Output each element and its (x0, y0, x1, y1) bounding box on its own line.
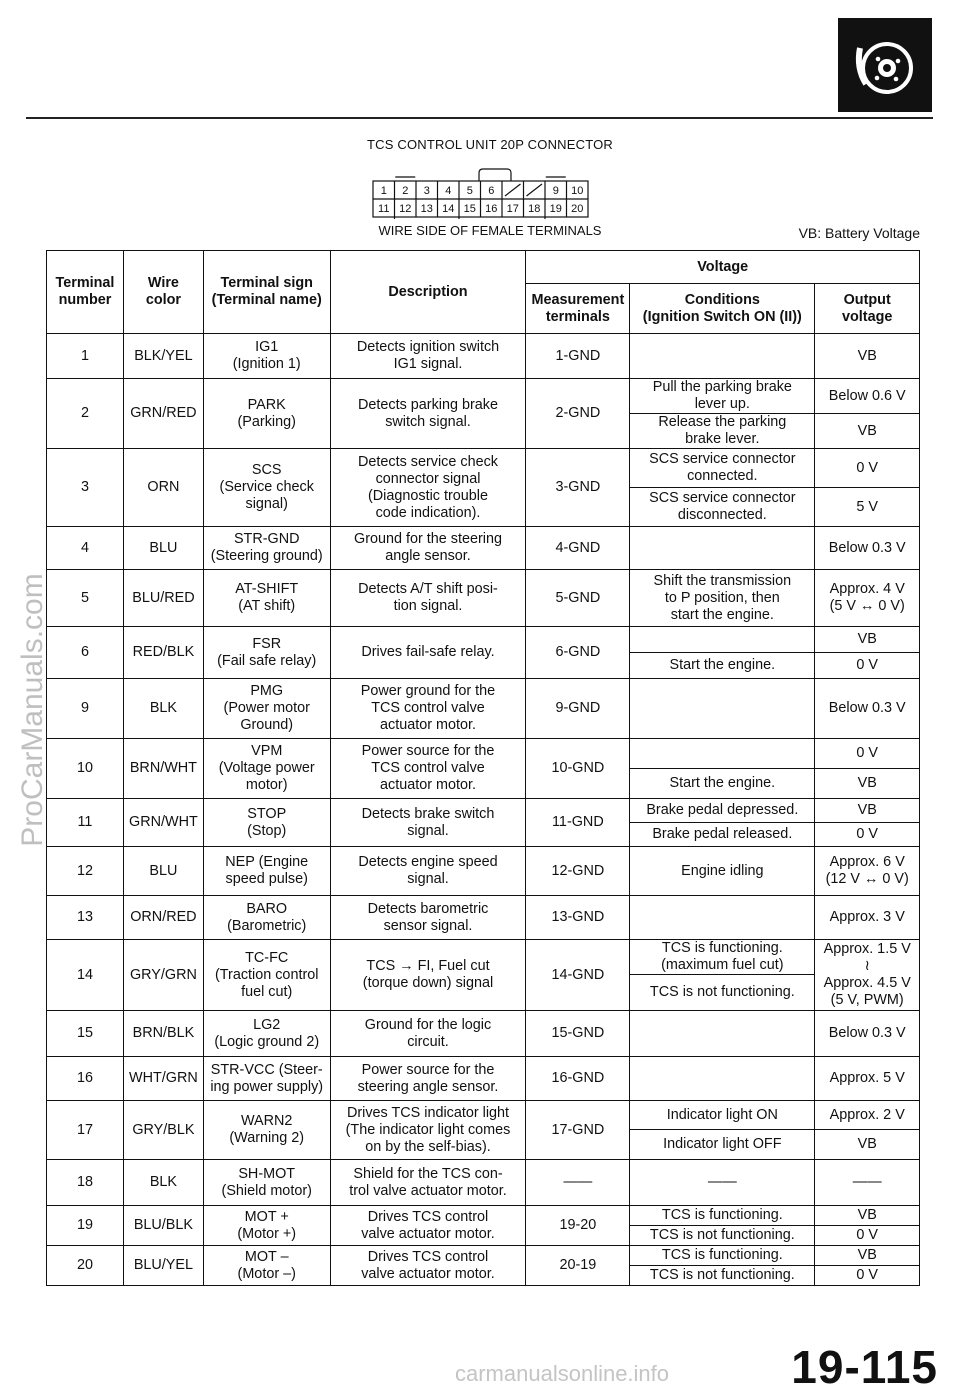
cell-sign: PARK (Parking) (203, 379, 330, 449)
footer-watermark: carmanualsonline.info (455, 1361, 670, 1386)
connector-pin-top: 2 (402, 185, 409, 197)
cell-output: Below 0.3 V (815, 679, 920, 739)
table-row (47, 1160, 920, 1206)
cell-description: Power source for the TCS control valve actuator motor. (330, 739, 526, 799)
cell-sign: SH-MOT (Shield motor) (203, 1160, 330, 1206)
cell-terminal: 13 (47, 896, 124, 940)
cell-wire: GRY/GRN (123, 940, 203, 1011)
cell-condition: Indicator light OFF (630, 1130, 815, 1160)
cell-terminal: 3 (47, 449, 124, 527)
cell-description: Detects ignition switch IG1 signal. (330, 334, 526, 379)
connector-pin-bottom: 14 (442, 203, 455, 215)
cell-terminal: 15 (47, 1011, 124, 1057)
cell-terminal: 14 (47, 940, 124, 1011)
cell-wire: GRY/BLK (123, 1101, 203, 1160)
cell-condition: Start the engine. (630, 769, 815, 799)
cell-output: —— (815, 1160, 920, 1206)
connector-pin-top: 10 (571, 185, 584, 197)
cell-measurement: 20-19 (526, 1246, 630, 1286)
cell-description: Detects barometric sensor signal. (330, 896, 526, 940)
cell-wire: BRN/BLK (123, 1011, 203, 1057)
cell-description: Power ground for the TCS control valve actuator motor. (330, 679, 526, 739)
cell-wire: ORN/RED (123, 896, 203, 940)
table-row (47, 739, 920, 769)
cell-sign: FSR (Fail safe relay) (203, 627, 330, 679)
cell-wire: GRN/RED (123, 379, 203, 449)
cell-condition: Shift the transmission to P position, then start the engine. (630, 570, 815, 627)
cell-condition: SCS service connector connected. (630, 449, 815, 488)
cell-terminal: 12 (47, 847, 124, 896)
table-row (47, 847, 920, 896)
cell-sign: MOT + (Motor +) (203, 1206, 330, 1246)
cell-wire: BLK (123, 679, 203, 739)
header-measurement: Measurement terminals (526, 284, 630, 334)
cell-measurement: 11-GND (526, 799, 630, 847)
table-row (47, 334, 920, 379)
cell-sign: BARO (Barometric) (203, 896, 330, 940)
cell-output: 0 V (815, 449, 920, 488)
header-conditions: Conditions (Ignition Switch ON (II)) (630, 284, 815, 334)
connector-pin-top: 6 (488, 185, 495, 197)
cell-condition: TCS is not functioning. (630, 1266, 815, 1286)
cell-condition (630, 627, 815, 653)
cell-sign: WARN2 (Warning 2) (203, 1101, 330, 1160)
table-row (47, 1057, 920, 1101)
connector-pin-top: 1 (380, 185, 387, 197)
cell-measurement: 6-GND (526, 627, 630, 679)
connector-pin-bottom: 12 (399, 203, 412, 215)
cell-output: VB (815, 627, 920, 653)
cell-terminal: 9 (47, 679, 124, 739)
cell-output: Approx. 6 V (12 V ↔ 0 V) (815, 847, 920, 896)
cell-condition: Engine idling (630, 847, 815, 896)
cell-wire: ORN (123, 449, 203, 527)
connector-title: TCS CONTROL UNIT 20P CONNECTOR (366, 137, 614, 152)
connector-pin-top: 3 (423, 185, 430, 197)
cell-measurement: 2-GND (526, 379, 630, 449)
cell-sign: LG2 (Logic ground 2) (203, 1011, 330, 1057)
connector-pin-top: 5 (466, 185, 473, 197)
cell-sign: NEP (Engine speed pulse) (203, 847, 330, 896)
cell-condition (630, 896, 815, 940)
cell-condition: SCS service connector disconnected. (630, 488, 815, 527)
cell-sign: IG1 (Ignition 1) (203, 334, 330, 379)
wire-side-label: WIRE SIDE OF FEMALE TERMINALS (378, 223, 602, 238)
connector-pin-bottom: 13 (420, 203, 433, 215)
cell-output: Approx. 2 V (815, 1101, 920, 1130)
cell-output: 0 V (815, 739, 920, 769)
cell-measurement: 9-GND (526, 679, 630, 739)
cell-wire: BLU/YEL (123, 1246, 203, 1286)
cell-condition (630, 1011, 815, 1057)
cell-output: 0 V (815, 1266, 920, 1286)
cell-condition: TCS is functioning. (maximum fuel cut) (630, 940, 815, 975)
cell-wire: WHT/GRN (123, 1057, 203, 1101)
cell-condition (630, 679, 815, 739)
cell-output: Below 0.3 V (815, 527, 920, 570)
cell-terminal: 4 (47, 527, 124, 570)
cell-sign: STR-GND (Steering ground) (203, 527, 330, 570)
cell-terminal: 2 (47, 379, 124, 449)
cell-condition: —— (630, 1160, 815, 1206)
cell-wire: BLK/YEL (123, 334, 203, 379)
cell-description: Drives TCS indicator light (The indicator light comes on by the self-bias). (330, 1101, 526, 1160)
cell-condition: Brake pedal released. (630, 823, 815, 847)
cell-condition (630, 334, 815, 379)
cell-output: VB (815, 769, 920, 799)
cell-description: Ground for the logic circuit. (330, 1011, 526, 1057)
cell-wire: BRN/WHT (123, 739, 203, 799)
cell-measurement: 19-20 (526, 1206, 630, 1246)
header-terminal-sign: Terminal sign (Terminal name) (203, 251, 330, 334)
cell-measurement: 15-GND (526, 1011, 630, 1057)
table-row (47, 1101, 920, 1130)
cell-wire: GRN/WHT (123, 799, 203, 847)
header-voltage: Voltage (526, 251, 920, 284)
cell-description: Drives TCS control valve actuator motor. (330, 1246, 526, 1286)
cell-description: Shield for the TCS con- trol valve actuator motor. (330, 1160, 526, 1206)
cell-wire: BLU (123, 847, 203, 896)
table-row (47, 1011, 920, 1057)
cell-output: Approx. 4 V (5 V ↔ 0 V) (815, 570, 920, 627)
cell-measurement: 5-GND (526, 570, 630, 627)
cell-output: Approx. 3 V (815, 896, 920, 940)
cell-terminal: 10 (47, 739, 124, 799)
connector-pin-bottom: 19 (549, 203, 562, 215)
cell-description: Power source for the steering angle sensor. (330, 1057, 526, 1101)
cell-condition: TCS is functioning. (630, 1246, 815, 1266)
cell-measurement: 4-GND (526, 527, 630, 570)
cell-measurement: 10-GND (526, 739, 630, 799)
cell-sign: STOP (Stop) (203, 799, 330, 847)
header-output: Output voltage (815, 284, 920, 334)
connector-pin-bottom: 16 (485, 203, 498, 215)
cell-measurement: 14-GND (526, 940, 630, 1011)
terminal-table (46, 250, 920, 1286)
cell-terminal: 20 (47, 1246, 124, 1286)
cell-output: 5 V (815, 488, 920, 527)
cell-condition (630, 527, 815, 570)
cell-description: Detects service check connector signal (Diagnostic trouble code indication). (330, 449, 526, 527)
cell-terminal: 5 (47, 570, 124, 627)
cell-output: VB (815, 799, 920, 823)
cell-wire: BLK (123, 1160, 203, 1206)
cell-sign: AT-SHIFT (AT shift) (203, 570, 330, 627)
cell-measurement: 16-GND (526, 1057, 630, 1101)
connector-pin-bottom: 18 (528, 203, 541, 215)
cell-measurement: 17-GND (526, 1101, 630, 1160)
connector-pin-top: 9 (552, 185, 559, 197)
cell-terminal: 18 (47, 1160, 124, 1206)
cell-sign: TC-FC (Traction control fuel cut) (203, 940, 330, 1011)
cell-wire: BLU/BLK (123, 1206, 203, 1246)
connector-pin-bottom: 17 (506, 203, 519, 215)
cell-terminal: 11 (47, 799, 124, 847)
cell-condition: TCS is functioning. (630, 1206, 815, 1226)
page-number: 19-115 (791, 1341, 938, 1393)
cell-output: VB (815, 1130, 920, 1160)
cell-description: TCS → FI, Fuel cut (torque down) signal (330, 940, 526, 1011)
header-wire-color: Wire color (123, 251, 203, 334)
table-row (47, 527, 920, 570)
cell-output: 0 V (815, 1226, 920, 1246)
connector-diagram (367, 159, 599, 219)
table-row (47, 570, 920, 627)
connector-pin-bottom: 20 (571, 203, 584, 215)
header-terminal-number: Terminal number (47, 251, 124, 334)
table-row (47, 799, 920, 823)
cell-terminal: 16 (47, 1057, 124, 1101)
cell-measurement: 13-GND (526, 896, 630, 940)
table-row (47, 379, 920, 414)
cell-description: Detects A/T shift posi- tion signal. (330, 570, 526, 627)
cell-measurement: 1-GND (526, 334, 630, 379)
connector-pin-top: 4 (445, 185, 452, 197)
cell-output: VB (815, 1206, 920, 1226)
cell-output: 0 V (815, 823, 920, 847)
cell-measurement: —— (526, 1160, 630, 1206)
cell-wire: BLU (123, 527, 203, 570)
connector-pin-bottom: 11 (378, 203, 390, 215)
table-row (47, 896, 920, 940)
table-row (47, 449, 920, 488)
cell-output: VB (815, 1246, 920, 1266)
header-rule (26, 117, 933, 119)
table-row (47, 679, 920, 739)
header-description: Description (330, 251, 526, 334)
cell-measurement: 12-GND (526, 847, 630, 896)
cell-condition (630, 1057, 815, 1101)
cell-output: VB (815, 334, 920, 379)
cell-description: Drives fail-safe relay. (330, 627, 526, 679)
cell-measurement: 3-GND (526, 449, 630, 527)
cell-sign: MOT – (Motor –) (203, 1246, 330, 1286)
side-watermark: ProCarManuals.com (16, 573, 49, 847)
cell-description: Detects engine speed signal. (330, 847, 526, 896)
cell-sign: STR-VCC (Steer- ing power supply) (203, 1057, 330, 1101)
brake-disc-icon (838, 18, 932, 112)
cell-wire: BLU/RED (123, 570, 203, 627)
table-row (47, 627, 920, 653)
cell-description: Detects parking brake switch signal. (330, 379, 526, 449)
cell-condition: TCS is not functioning. (630, 975, 815, 1011)
connector-pin-bottom: 15 (463, 203, 476, 215)
cell-output: Approx. 5 V (815, 1057, 920, 1101)
table-row (47, 1206, 920, 1226)
cell-condition: Release the parking brake lever. (630, 414, 815, 449)
table-row (47, 1246, 920, 1266)
cell-terminal: 1 (47, 334, 124, 379)
cell-description: Drives TCS control valve actuator motor. (330, 1206, 526, 1246)
cell-sign: SCS (Service check signal) (203, 449, 330, 527)
cell-terminal: 6 (47, 627, 124, 679)
cell-sign: PMG (Power motor Ground) (203, 679, 330, 739)
cell-condition: Start the engine. (630, 653, 815, 679)
cell-condition: Brake pedal depressed. (630, 799, 815, 823)
cell-output: 0 V (815, 653, 920, 679)
cell-description: Detects brake switch signal. (330, 799, 526, 847)
cell-wire: RED/BLK (123, 627, 203, 679)
cell-condition: Pull the parking brake lever up. (630, 379, 815, 414)
cell-output: Below 0.3 V (815, 1011, 920, 1057)
table-row (47, 940, 920, 975)
cell-output: Approx. 1.5 V ≀ Approx. 4.5 V (5 V, PWM) (815, 940, 920, 1011)
cell-condition: TCS is not functioning. (630, 1226, 815, 1246)
vb-note: VB: Battery Voltage (798, 225, 920, 241)
cell-terminal: 19 (47, 1206, 124, 1246)
cell-sign: VPM (Voltage power motor) (203, 739, 330, 799)
cell-condition: Indicator light ON (630, 1101, 815, 1130)
cell-output: Below 0.6 V (815, 379, 920, 414)
cell-description: Ground for the steering angle sensor. (330, 527, 526, 570)
cell-condition (630, 739, 815, 769)
cell-output: VB (815, 414, 920, 449)
cell-terminal: 17 (47, 1101, 124, 1160)
